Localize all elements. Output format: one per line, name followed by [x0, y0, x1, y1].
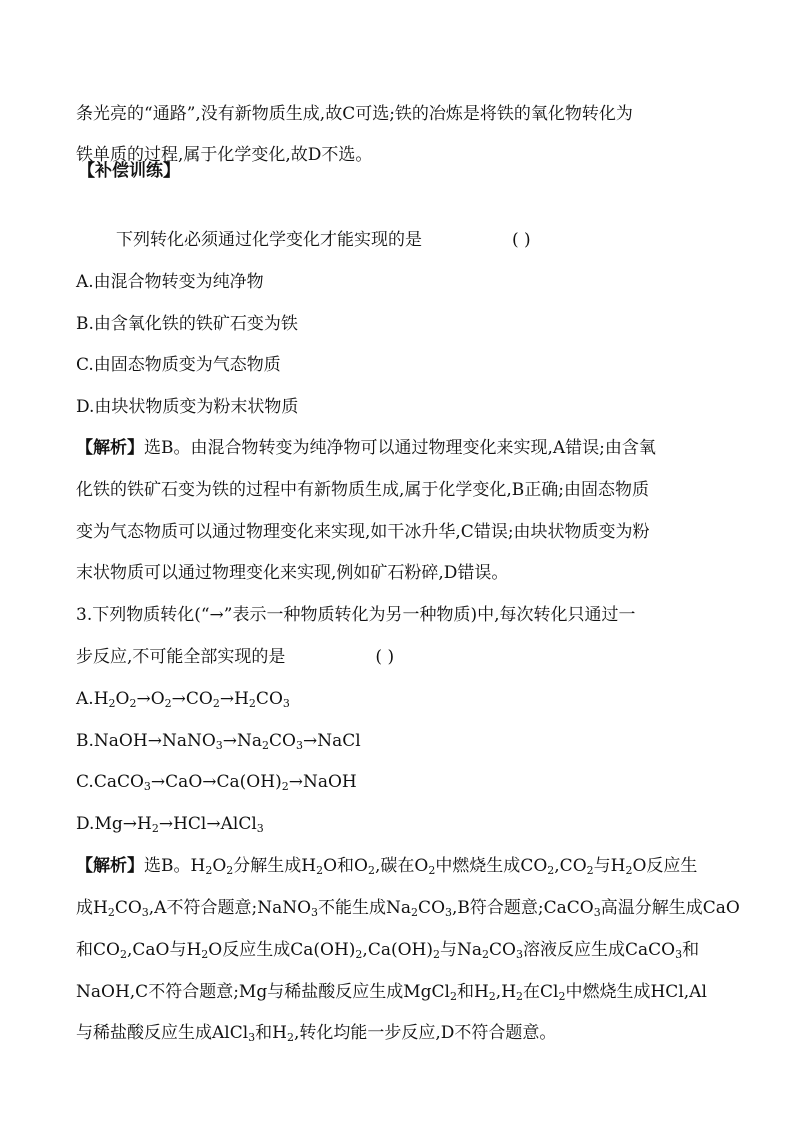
supplement-analysis-line-4: 末状物质可以通过物理变化来实现,例如矿石粉碎,D错误。: [76, 563, 509, 583]
answer-paren: ( ): [375, 647, 395, 667]
prev-explanation-line-2: 铁单质的过程,属于化学变化,故D不选。: [76, 145, 373, 165]
q3-stem-line-2: [76, 646, 726, 668]
q3-analysis-line-1: 【解析】选B。$H_2O_2$分解生成$H_2O$和$O_2$,碳在$O_2$中燃烧生成$CO_2,CO_2$与$H_2O$反应生: [76, 856, 698, 877]
supplement-option-d: D.由块状物质变为粉末状物质: [76, 397, 299, 417]
q3-option-d: $D.Mg\to H_2\to HCl\to AlCl_3$: [76, 814, 264, 835]
supplement-option-b: B.由含氧化铁的铁矿石变为铁: [76, 314, 298, 334]
q3-stem-line-1: 3.下列物质转化(“→”表示一种物质转化为另一种物质)中,每次转化只通过一: [76, 605, 636, 625]
q3-analysis-line-5: 与稀盐酸反应生成AlCl$_3$和$H_2$,转化均能一步反应,D不符合题意。: [76, 1023, 557, 1044]
analysis-text: 选B。由混合物转变为纯净物可以通过物理变化来实现,A错误;由含氧: [144, 438, 656, 458]
supplement-question: [116, 229, 766, 251]
supplement-option-c: C.由固态物质变为气态物质: [76, 355, 281, 375]
supplement-analysis-line-3: 变为气态物质可以通过物理变化来实现,如干冰升华,C错误;由块状物质变为粉: [76, 522, 650, 542]
supplement-stem: 下列转化必须通过化学变化才能实现的是: [116, 230, 422, 250]
supplement-option-a: A.由混合物转变为纯净物: [76, 272, 264, 292]
q3-analysis-line-4: NaOH,C不符合题意;Mg与稀盐酸反应生成MgCl$_2$和$H_2,H_2$在$Cl_2$中燃烧生成HCl,Al: [76, 982, 707, 1003]
supplement-heading: 【补偿训练】: [78, 161, 180, 181]
q3-option-a: $A.H_2O_2\to O_2\to CO_2\to H_2CO_3$: [76, 689, 290, 710]
q3-analysis-line-3: 和$CO_2,CaO$与$H_2O$反应生成$Ca(OH)_2,Ca(OH)_2$与$Na_2CO_3$溶液反应生成CaCO$_3$和: [76, 940, 700, 961]
q3-option-c: $C.CaCO_3\to CaO\to Ca(OH)_2\to NaOH$: [76, 772, 357, 793]
supplement-analysis-line-1: [76, 437, 726, 459]
supplement-analysis-line-2: 化铁的铁矿石变为铁的过程中有新物质生成,属于化学变化,B正确;由固态物质: [76, 480, 650, 500]
prev-explanation-line-1: 条光亮的“通路”,没有新物质生成,故C可选;铁的冶炼是将铁的氧化物转化为: [76, 104, 633, 124]
answer-paren: ( ): [512, 230, 531, 250]
analysis-label: 【解析】: [76, 438, 144, 458]
q3-analysis-line-2: 成$H_2CO_3,A$不符合题意;NaNO$_3$不能生成$Na_2CO_3,B$符合题意;CaCO$_3$高温分解生成CaO: [76, 898, 740, 919]
q3-option-b: $B.NaOH\to NaNO_3\to Na_2CO_3\to NaCl$: [76, 731, 361, 752]
q3-stem-text: 步反应,不可能全部实现的是: [76, 647, 286, 667]
